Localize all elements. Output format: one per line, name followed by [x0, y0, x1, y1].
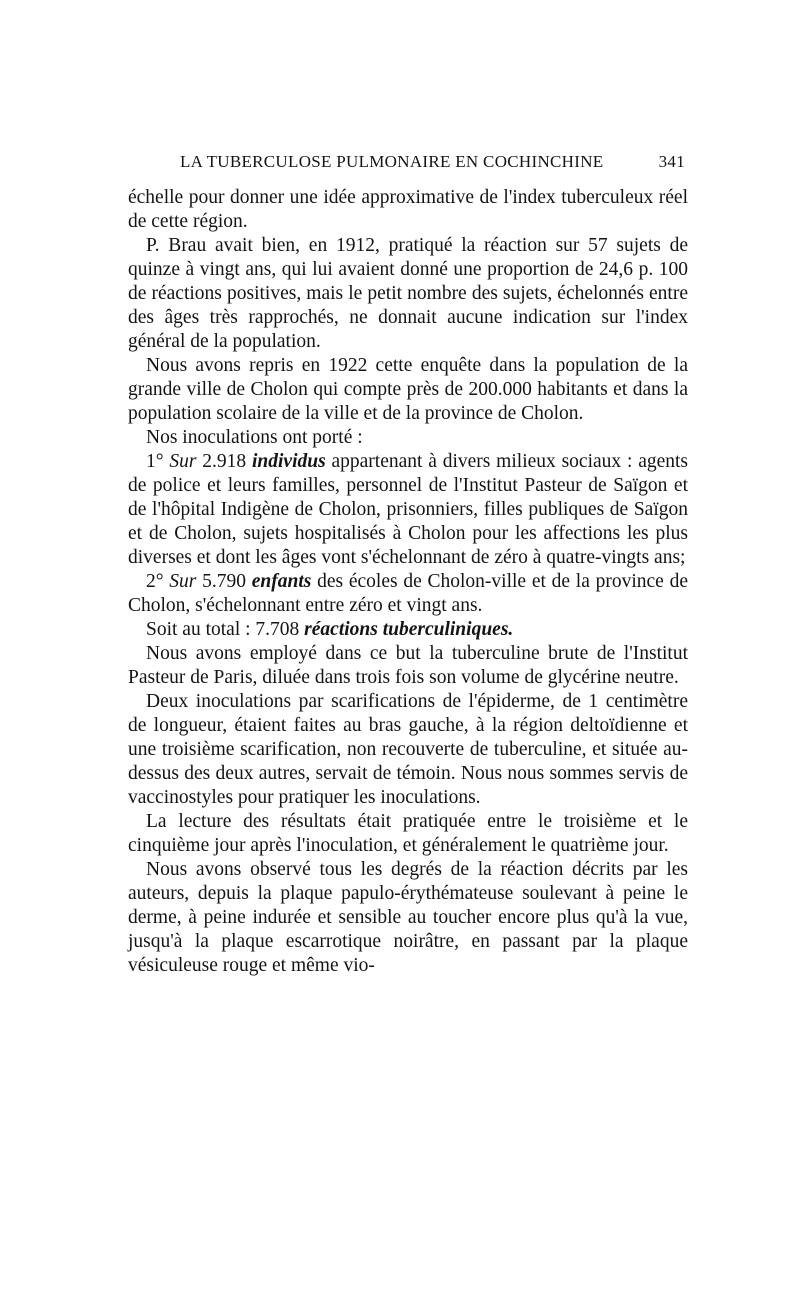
item-count: 5.790	[196, 571, 252, 592]
item-sur: Sur	[169, 451, 197, 472]
paragraph-enquete-1922: Nous avons repris en 1922 cette enquête dans la population de la grande ville de Cholon qui compte près de 200.000 habitants et dans la population scolaire de la ville et de la province de Cholon.	[128, 355, 688, 424]
item-label: individus	[251, 451, 326, 472]
item-sur: Sur	[169, 571, 197, 592]
paragraph-tuberculine: Nous avons employé dans ce but la tuberculine brute de l'Institut Pasteur de Paris, diluée dans trois fois son volume de glycérine neutre.	[128, 643, 688, 688]
paragraph-degres: Nous avons observé tous les degrés de la réaction décrits par les auteurs, depuis la plaque papulo-érythémateuse soulevant à peine le derme, à peine indurée et sensible au toucher encore plus qu'à la vue, jusqu'à la plaque escarrotique noirâtre, en passant par la plaque vésiculeuse rouge et même vio-	[128, 859, 688, 976]
page-number: 341	[658, 152, 685, 171]
paragraph-continued: échelle pour donner une idée approximative de l'index tuberculeux réel de cette région.	[128, 187, 688, 232]
paragraph-lecture: La lecture des résultats était pratiquée entre le troisième et le cinquième jour après l'inoculation, et généralement le quatrième jour.	[128, 811, 688, 856]
item-number: 1°	[146, 451, 170, 472]
paragraph-brau: P. Brau avait bien, en 1912, pratiqué la réaction sur 57 sujets de quinze à vingt ans, qui lui avaient donné une proportion de 24,6 p. 100 de réactions positives, mais le petit nombre des sujets, échelonnés entre des âges très rapprochés, ne donnait aucune indication sur l'index général de la population.	[128, 235, 688, 352]
running-head	[180, 152, 685, 172]
paragraph-scarifications: Deux inoculations par scarifications de l'épiderme, de 1 centimètre de longueur, étaient faites au bras gauche, à la région deltoïdienne et une troisième scarification, non recouverte de tuberculine, et située au-dessus des deux autres, servait de témoin. Nous nous sommes servis de vaccinostyles pour pratiquer les inoculations.	[128, 691, 688, 808]
total-label: réactions tuberculiniques.	[304, 619, 514, 640]
total-lead: Soit au total :	[146, 619, 256, 640]
item-text: des écoles de Cholon-ville et de la province de Cholon, s'échelonnant entre zéro et vingt ans.	[128, 571, 688, 616]
running-title: LA TUBERCULOSE PULMONAIRE EN COCHINCHINE	[180, 152, 604, 171]
item-number: 2°	[146, 571, 170, 592]
paragraph-item-1	[128, 450, 688, 570]
body-text	[128, 186, 688, 978]
item-text: appartenant à divers milieux sociaux : agents de police et leurs familles, personnel de l'Institut Pasteur de Saïgon et de l'hôpital Indigène de Cholon, prisonniers, filles publiques de Saïgon et de Cholon, sujets hospitalisés à Cholon pour les affections les plus diverses et dont les âges vont s'échelonnant de zéro à quatre-vingts ans;	[128, 451, 689, 568]
paragraph-inoculations-intro: Nos inoculations ont porté :	[146, 427, 363, 448]
total-count: 7.708	[255, 619, 305, 640]
item-label: enfants	[251, 571, 312, 592]
paragraph-total	[128, 618, 688, 642]
item-count: 2.918	[196, 451, 252, 472]
paragraph-item-2	[128, 570, 688, 618]
